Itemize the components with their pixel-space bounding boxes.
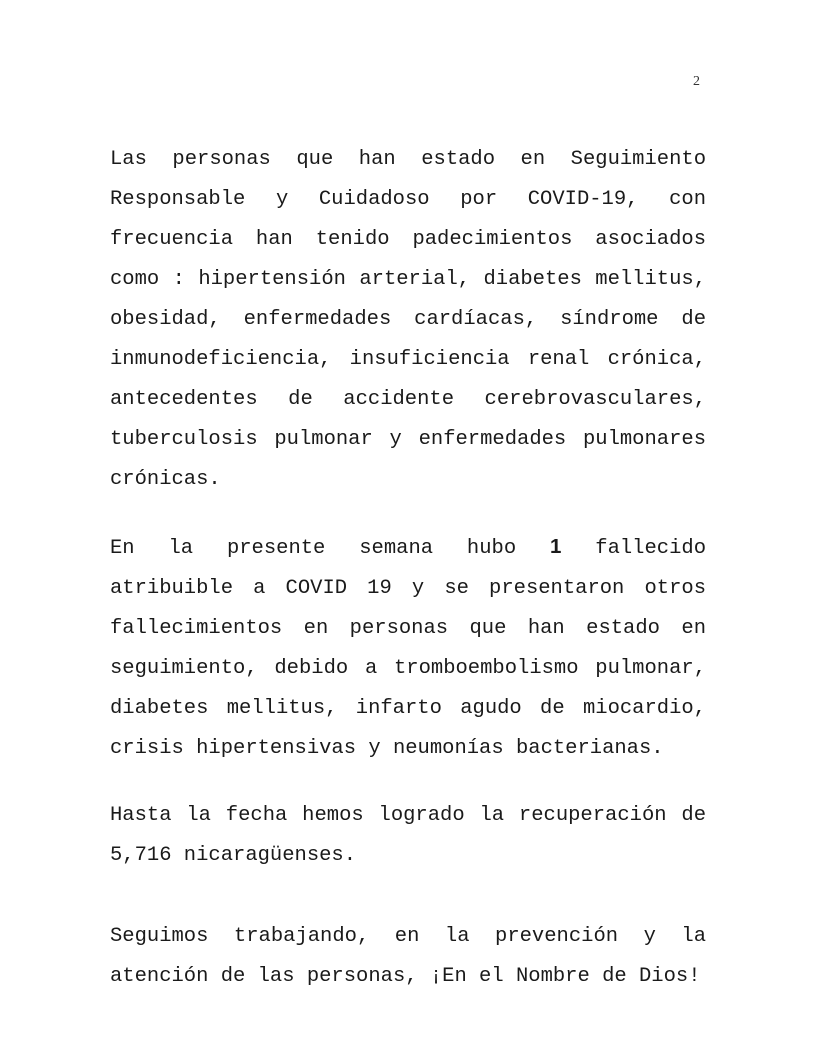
page-number: 2 [693, 74, 700, 89]
deaths-text-after: fallecido atribuible a COVID 19 y se presentaron otros fallecimientos en personas que han estado en seguimiento, debido a tromboembolismo pulmonar, diabetes mellitus, infarto agudo de miocardio, crisis hipertensivas y neumonías bacterianas. [110, 537, 706, 760]
document-body [110, 140, 706, 997]
deaths-text-before: En la presente semana hubo [110, 537, 550, 560]
paragraph-closing: Seguimos trabajando, en la prevención y la atención de las personas, ¡En el Nombre de Dios! [110, 925, 706, 988]
paragraph-recoveries: Hasta la fecha hemos logrado la recuperación de 5,716 nicaragüenses. [110, 804, 706, 867]
paragraph-comorbidities: Las personas que han estado en Seguimiento Responsable y Cuidadoso por COVID-19, con frecuencia han tenido padecimientos asociados como : hipertensión arterial, diabetes mellitus, obesidad, enfermedades cardíacas, síndrome de inmunodeficiencia, insuficiencia renal crónica, antecedentes de accidente cerebrovasculares, tuberculosis pulmonar y enfermedades pulmonares crónicas. [110, 148, 706, 491]
deaths-count: 1 [550, 535, 562, 558]
paragraph-deaths [110, 527, 706, 769]
